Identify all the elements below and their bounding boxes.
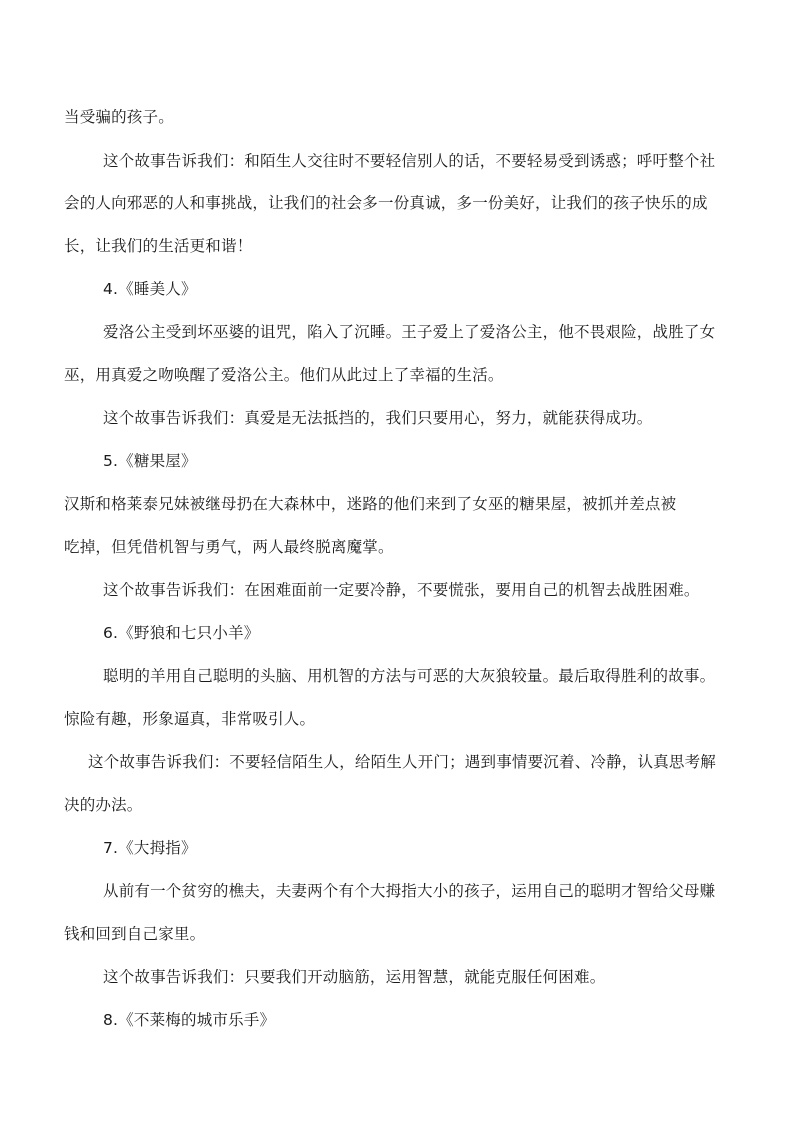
text-line-6: 爱洛公主受到坏巫婆的诅咒，陷入了沉睡。王子爱上了爱洛公主，他不畏艰险，战胜了女 [103, 323, 716, 341]
text-line-12: 这个故事告诉我们：在困难面前一定要冷静，不要慌张，要用自己的机智去战胜困难。 [103, 581, 700, 599]
text-line-7: 巫，用真爱之吻唤醒了爱洛公主。他们从此过上了幸福的生活。 [64, 366, 504, 384]
text-line-4: 长，让我们的生活更和谐！ [64, 237, 253, 255]
text-line-19: 从前有一个贫穷的樵夫，夫妻两个有个大拇指大小的孩子，运用自己的聪明才智给父母赚 [103, 882, 716, 900]
text-line-15: 惊险有趣，形象逼真，非常吸引人。 [64, 710, 316, 728]
text-line-21: 这个故事告诉我们：只要我们开动脑筋，运用智慧，就能克服任何困难。 [103, 968, 606, 986]
section-heading-8: 8.《不莱梅的城市乐手》 [103, 1011, 276, 1029]
text-line-10: 汉斯和格莱泰兄妹被继母扔在大森林中，迷路的他们来到了女巫的糖果屋，被抓并差点被 [64, 495, 677, 513]
text-line-16: 这个故事告诉我们：不要轻信陌生人，给陌生人开门；遇到事情要沉着、冷静，认真思考解 [88, 753, 717, 771]
section-heading-7: 7.《大拇指》 [103, 839, 197, 857]
text-line-11: 吃掉，但凭借机智与勇气，两人最终脱离魔掌。 [64, 538, 394, 556]
section-heading-5: 5.《糖果屋》 [103, 452, 197, 470]
text-line-3: 会的人向邪恶的人和事挑战，让我们的社会多一份真诚，多一份美好，让我们的孩子快乐的成 [64, 194, 708, 212]
text-line-17: 决的办法。 [64, 796, 143, 814]
text-line-8: 这个故事告诉我们：真爱是无法抵挡的，我们只要用心，努力，就能获得成功。 [103, 409, 653, 427]
section-heading-4: 4.《睡美人》 [103, 280, 197, 298]
text-line-1: 当受骗的孩子。 [64, 108, 174, 126]
text-line-14: 聪明的羊用自己聪明的头脑、用机智的方法与可恶的大灰狼较量。最后取得胜利的故事。 [103, 667, 716, 685]
section-heading-6: 6.《野狼和七只小羊》 [103, 624, 260, 642]
text-line-20: 钱和回到自己家里。 [64, 925, 206, 943]
text-line-2: 这个故事告诉我们：和陌生人交往时不要轻信别人的话，不要轻易受到诱惑；呼吁整个社 [103, 152, 716, 170]
